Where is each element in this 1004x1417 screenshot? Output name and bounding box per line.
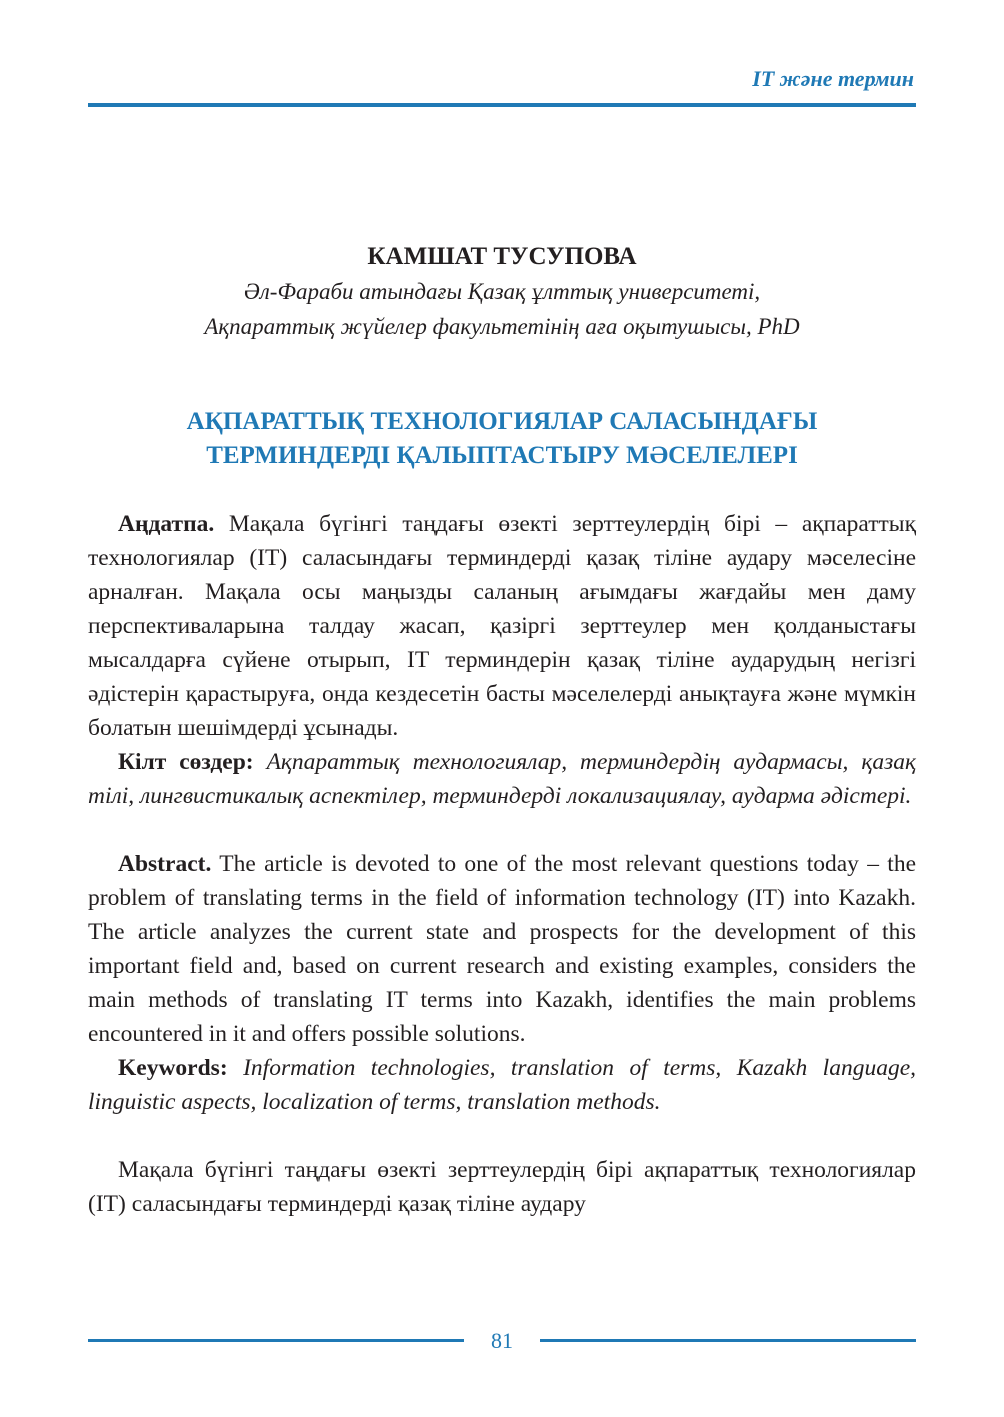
footer-rule-left [88,1339,464,1342]
article-title [88,405,916,473]
running-header-title: IT және термин [752,66,914,91]
abstract-kazakh-text: Мақала бүгінгі таңдағы өзекті зерттеулердің бірі – ақпараттық технологиялар (IT) саласындағы терминдерді қазақ тіліне аудару мәселесіне арналған. Мақала осы маңызды саланың ағымдағы жағдайы мен даму перспективаларына талдау жасап, қазіргі зерттеулер мен қолданыстағы мысалдарға сүйене отырып, IT терминдерін қазақ тіліне аударудың негізгі әдістерін қарастыруға, онда кездесетін басты мәселелерді анықтауға және мүмкін болатын шешімдерді ұсынады. [88,511,916,741]
author-affiliation-position: Ақпараттық жүйелер факультетінің аға оқытушысы, PhD [204,314,800,339]
keywords-kazakh-text: Ақпараттық технологиялар, терминдердің аудармасы, қазақ тілі, лингвистикалық аспектілер, терминдерді локализациялау, аударма әдістері. [88,749,916,809]
abstract-english-text: The article is devoted to one of the most relevant questions today – the problem of translating terms in the field of information technology (IT) into Kazakh. The article analyzes the current state and prospects for the development of this important field and, based on current research and existing examples, considers the main methods of translating IT terms into Kazakh, identifies the main problems encountered in it and offers possible solutions. [88,851,917,1047]
author-affiliation-university: Әл-Фараби атындағы Қазақ ұлттық университеті, [243,279,761,304]
intro-paragraph: Мақала бүгінгі таңдағы өзекті зерттеулердің бірі ақпараттық технологиялар (IT) саласындағы терминдерді қазақ тіліне аудару [88,1157,916,1217]
footer-rule-right [540,1339,916,1342]
keywords-english [88,1051,916,1119]
article-title-line-1: АҚПАРАТТЫҚ ТЕХНОЛОГИЯЛАР САЛАСЫНДАҒЫ [186,408,818,435]
keywords-kazakh [88,745,916,813]
author-name: КАМШАТ ТУСУПОВА [367,243,637,270]
abstract-kazakh-label: Аңдатпа. [118,511,215,537]
keywords-english-label: Keywords: [118,1055,228,1081]
paragraph-gap [88,813,916,847]
abstract-kazakh [88,507,916,745]
abstract-english [88,847,916,1051]
paragraph-gap [88,1119,916,1153]
article-title-line-2: ТЕРМИНДЕРДІ ҚАЛЫПТАСТЫРУ МӘСЕЛЕЛЕРІ [206,442,798,469]
keywords-english-text: Information technologies, translation of terms, Kazakh language, linguistic aspects, localization of terms, translation methods. [88,1055,916,1115]
article-body [88,507,916,1221]
page-number: 81 [491,1328,513,1353]
author-block [88,240,916,344]
keywords-kazakh-label: Кілт сөздер: [118,749,254,775]
header-rule [88,103,916,107]
abstract-english-label: Abstract. [118,851,212,877]
